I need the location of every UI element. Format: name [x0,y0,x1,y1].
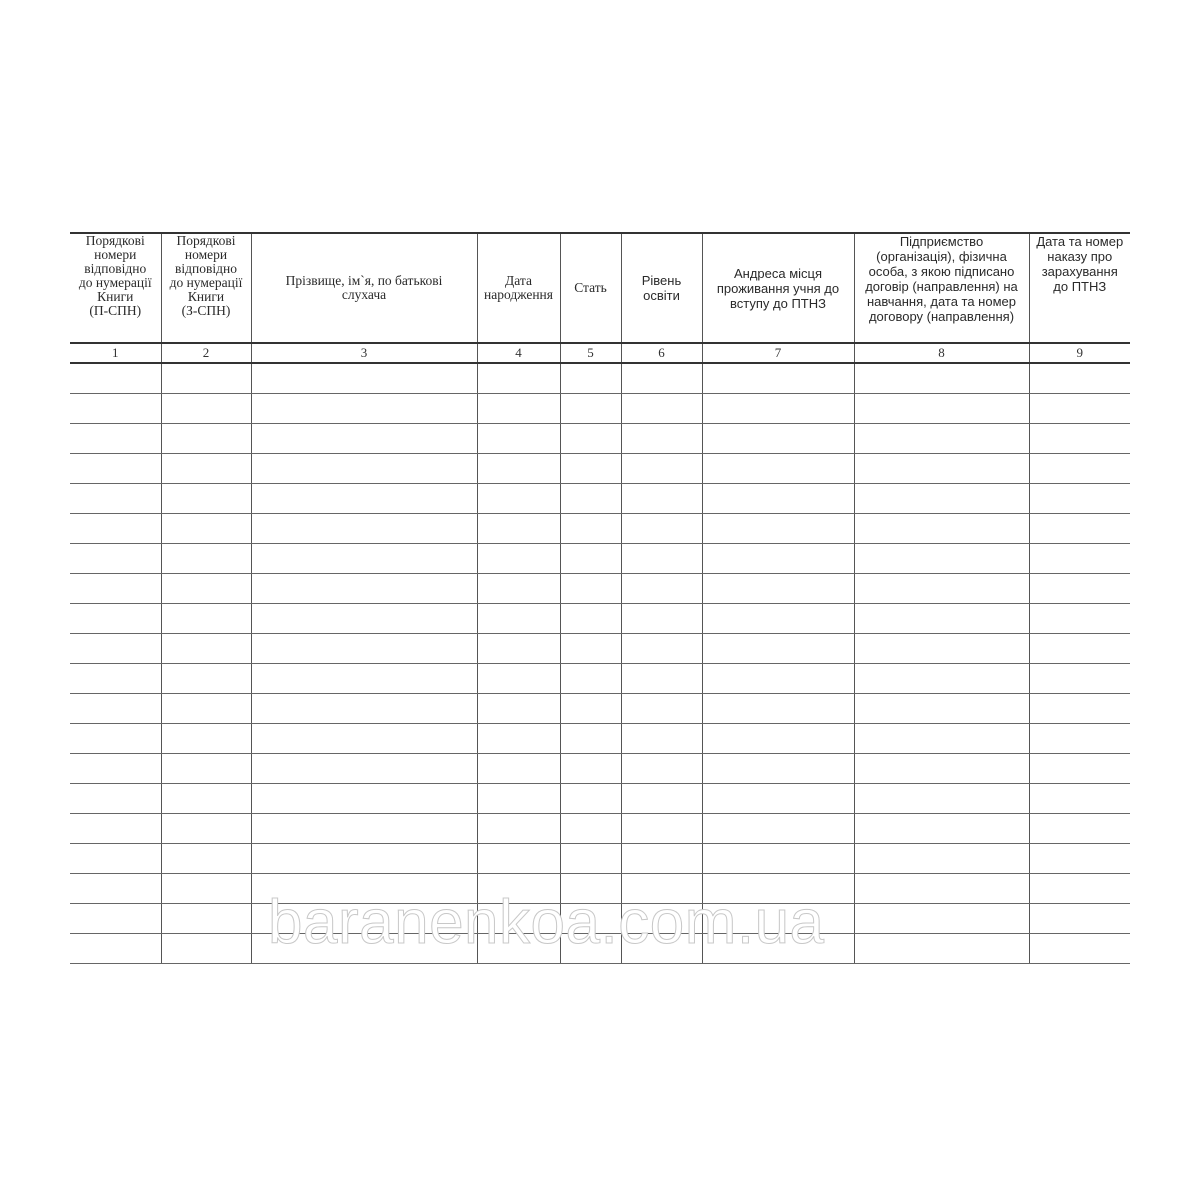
table-row [70,634,1130,664]
table-cell[interactable] [560,604,621,634]
table-cell[interactable] [251,363,477,394]
table-cell[interactable] [477,814,560,844]
table-cell[interactable] [161,814,251,844]
table-cell[interactable] [854,874,1029,904]
table-cell[interactable] [560,544,621,574]
table-cell[interactable] [702,694,854,724]
column-header-9: Дата та номер наказу про зарахування до ПТНЗ [1029,233,1130,343]
table-cell[interactable] [251,844,477,874]
table-cell[interactable] [477,514,560,544]
table-cell[interactable] [251,664,477,694]
table-row [70,604,1130,634]
table-cell[interactable] [161,454,251,484]
table-cell[interactable] [70,874,161,904]
table-cell[interactable] [251,514,477,544]
table-cell[interactable] [621,514,702,544]
table-cell[interactable] [251,454,477,484]
table-cell[interactable] [70,394,161,424]
table-cell[interactable] [70,694,161,724]
table-cell[interactable] [854,454,1029,484]
column-header-5: Стать [560,233,621,343]
table-cell[interactable] [70,424,161,454]
table-cell[interactable] [251,724,477,754]
table-cell[interactable] [854,424,1029,454]
table-cell[interactable] [1029,904,1130,934]
table-cell[interactable] [702,454,854,484]
table-cell[interactable] [1029,874,1130,904]
table-cell[interactable] [560,394,621,424]
table-cell[interactable] [621,844,702,874]
table-cell[interactable] [1029,754,1130,784]
table-cell[interactable] [161,634,251,664]
table-row [70,814,1130,844]
table-cell[interactable] [161,394,251,424]
table-cell[interactable] [1029,394,1130,424]
column-header-7: Андреса місця проживання учня до вступу до ПТНЗ [702,233,854,343]
table-row [70,664,1130,694]
table-cell[interactable] [854,844,1029,874]
table-cell[interactable] [251,544,477,574]
table-cell[interactable] [854,574,1029,604]
table-cell[interactable] [560,514,621,544]
table-cell[interactable] [477,394,560,424]
table-cell[interactable] [854,514,1029,544]
table-row [70,904,1130,934]
table-cell[interactable] [70,934,161,964]
table-cell[interactable] [251,394,477,424]
column-number-7: 7 [702,343,854,363]
table-cell[interactable] [1029,664,1130,694]
table-cell[interactable] [70,363,161,394]
table-cell[interactable] [70,724,161,754]
table-cell[interactable] [161,844,251,874]
table-cell[interactable] [70,544,161,574]
table-cell[interactable] [477,844,560,874]
table-row [70,394,1130,424]
table-cell[interactable] [702,874,854,904]
table-cell[interactable] [854,604,1029,634]
table-cell[interactable] [621,814,702,844]
table-cell[interactable] [702,724,854,754]
table-cell[interactable] [702,394,854,424]
table-cell[interactable] [621,544,702,574]
table-cell[interactable] [477,934,560,964]
table-cell[interactable] [854,694,1029,724]
column-number-2: 2 [161,343,251,363]
table-row [70,544,1130,574]
header-row [70,233,1130,343]
column-number-6: 6 [621,343,702,363]
table-cell[interactable] [854,904,1029,934]
table-cell[interactable] [477,784,560,814]
table-row [70,574,1130,604]
table-cell[interactable] [854,664,1029,694]
table-cell[interactable] [1029,724,1130,754]
table-cell[interactable] [560,844,621,874]
table-cell[interactable] [251,424,477,454]
table-row [70,754,1130,784]
table-cell[interactable] [560,754,621,784]
table-cell[interactable] [70,454,161,484]
column-header-8: Підприємство (організація), фізична особа, з якою підписано договір (направлення) на навчання, дата та номер договору (направлення) [854,233,1029,343]
table-cell[interactable] [1029,544,1130,574]
table-cell[interactable] [621,754,702,784]
table-cell[interactable] [621,634,702,664]
table-cell[interactable] [1029,363,1130,394]
table-cell[interactable] [702,664,854,694]
table-cell[interactable] [477,574,560,604]
table-cell[interactable] [702,634,854,664]
register-table [70,232,1130,964]
table-cell[interactable] [702,754,854,784]
table-cell[interactable] [70,664,161,694]
table-cell[interactable] [161,934,251,964]
table-cell[interactable] [70,904,161,934]
table-cell[interactable] [854,394,1029,424]
table-cell[interactable] [251,874,477,904]
table-cell[interactable] [70,784,161,814]
table-cell[interactable] [161,424,251,454]
table-cell[interactable] [161,514,251,544]
table-cell[interactable] [161,664,251,694]
table-cell[interactable] [621,394,702,424]
table-cell[interactable] [621,874,702,904]
table-cell[interactable] [621,724,702,754]
table-cell[interactable] [1029,634,1130,664]
table-cell[interactable] [477,484,560,514]
table-cell[interactable] [161,484,251,514]
table-cell[interactable] [560,904,621,934]
table-cell[interactable] [251,934,477,964]
table-cell[interactable] [1029,574,1130,604]
table-cell[interactable] [621,934,702,964]
table-cell[interactable] [854,724,1029,754]
table-row [70,454,1130,484]
table-cell[interactable] [702,814,854,844]
watermark: baranenkoa.com.ua [268,888,825,957]
table-cell[interactable] [161,694,251,724]
table-cell[interactable] [161,604,251,634]
table-cell[interactable] [560,424,621,454]
table-cell[interactable] [251,784,477,814]
table-cell[interactable] [477,754,560,784]
table-cell[interactable] [161,724,251,754]
table-cell[interactable] [70,514,161,544]
table-cell[interactable] [854,784,1029,814]
table-cell[interactable] [702,484,854,514]
table-cell[interactable] [621,424,702,454]
table-cell[interactable] [621,694,702,724]
table-cell[interactable] [702,904,854,934]
table-cell[interactable] [560,454,621,484]
table-cell[interactable] [477,363,560,394]
column-number-9: 9 [1029,343,1130,363]
table-cell[interactable] [161,904,251,934]
table-cell[interactable] [621,484,702,514]
register-body [70,363,1130,964]
table-cell[interactable] [854,934,1029,964]
table-cell[interactable] [251,904,477,934]
column-number-1: 1 [70,343,161,363]
column-header-6: Рівень освіти [621,233,702,343]
table-cell[interactable] [702,844,854,874]
table-cell[interactable] [477,904,560,934]
table-cell[interactable] [161,874,251,904]
table-cell[interactable] [477,664,560,694]
table-cell[interactable] [621,604,702,634]
table-cell[interactable] [161,784,251,814]
table-cell[interactable] [621,904,702,934]
table-cell[interactable] [1029,694,1130,724]
table-cell[interactable] [477,454,560,484]
table-cell[interactable] [702,544,854,574]
table-cell[interactable] [70,754,161,784]
table-cell[interactable] [477,604,560,634]
table-cell[interactable] [560,814,621,844]
table-row [70,934,1130,964]
table-cell[interactable] [251,754,477,784]
table-cell[interactable] [854,814,1029,844]
table-cell[interactable] [854,634,1029,664]
table-cell[interactable] [621,454,702,484]
table-cell[interactable] [560,694,621,724]
table-cell[interactable] [161,363,251,394]
table-cell[interactable] [477,634,560,664]
table-row [70,784,1130,814]
table-row [70,694,1130,724]
table-cell[interactable] [477,724,560,754]
table-cell[interactable] [702,363,854,394]
table-cell[interactable] [560,664,621,694]
table-cell[interactable] [70,844,161,874]
table-cell[interactable] [702,934,854,964]
table-cell[interactable] [477,874,560,904]
table-cell[interactable] [251,814,477,844]
table-cell[interactable] [854,484,1029,514]
table-row [70,874,1130,904]
table-cell[interactable] [560,484,621,514]
table-cell[interactable] [251,484,477,514]
column-header-2: Порядкові номери відповідно до нумерації Книги (З-СПН) [161,233,251,343]
table-cell[interactable] [1029,424,1130,454]
table-cell[interactable] [621,664,702,694]
table-cell[interactable] [560,634,621,664]
column-header-3: Прізвище, ім`я, по батькові слухача [251,233,477,343]
table-row [70,424,1130,454]
table-row [70,514,1130,544]
table-cell[interactable] [1029,934,1130,964]
column-number-row [70,343,1130,363]
table-cell[interactable] [70,574,161,604]
column-header-4: Дата народження [477,233,560,343]
column-number-4: 4 [477,343,560,363]
table-cell[interactable] [560,363,621,394]
column-number-8: 8 [854,343,1029,363]
table-cell[interactable] [161,754,251,784]
table-cell[interactable] [70,604,161,634]
table-cell[interactable] [70,814,161,844]
column-number-5: 5 [560,343,621,363]
table-cell[interactable] [560,784,621,814]
table-cell[interactable] [70,484,161,514]
table-cell[interactable] [560,934,621,964]
table-row [70,363,1130,394]
table-cell[interactable] [621,784,702,814]
table-cell[interactable] [1029,814,1130,844]
table-cell[interactable] [70,634,161,664]
table-cell[interactable] [702,784,854,814]
table-cell[interactable] [161,544,251,574]
table-cell[interactable] [702,574,854,604]
table-cell[interactable] [1029,604,1130,634]
table-cell[interactable] [251,574,477,604]
table-cell[interactable] [854,754,1029,784]
table-cell[interactable] [854,544,1029,574]
table-cell[interactable] [1029,454,1130,484]
table-cell[interactable] [1029,844,1130,874]
table-cell[interactable] [560,574,621,604]
table-cell[interactable] [702,604,854,634]
table-cell[interactable] [1029,484,1130,514]
table-cell[interactable] [161,574,251,604]
table-row [70,724,1130,754]
column-number-3: 3 [251,343,477,363]
table-cell[interactable] [621,363,702,394]
table-cell[interactable] [1029,784,1130,814]
table-cell[interactable] [560,724,621,754]
table-cell[interactable] [702,424,854,454]
table-cell[interactable] [702,514,854,544]
table-cell[interactable] [251,604,477,634]
table-cell[interactable] [251,694,477,724]
table-cell[interactable] [251,634,477,664]
table-cell[interactable] [621,574,702,604]
column-header-1: Порядкові номери відповідно до нумерації Книги (П-СПН) [70,233,161,343]
table-cell[interactable] [477,694,560,724]
table-cell[interactable] [854,363,1029,394]
table-cell[interactable] [1029,514,1130,544]
table-cell[interactable] [477,544,560,574]
table-cell[interactable] [477,424,560,454]
table-row [70,484,1130,514]
table-row [70,844,1130,874]
table-cell[interactable] [560,874,621,904]
